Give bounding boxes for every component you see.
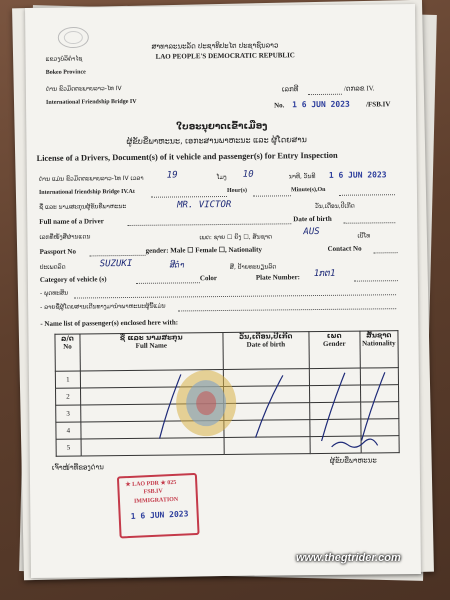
driver-name-lao: ຊື່ ແລະ ນາມສະກຸນຜູ້ຂັບຂີ່ພາຫະນະ xyxy=(39,203,127,211)
number-lao-label: ເລກທີ xyxy=(281,85,299,94)
driver-signature-label: ຜູ້ຂັບຂີ່ພາຫະນະ xyxy=(329,456,377,465)
table-row: 2 xyxy=(56,385,399,406)
nationality-value: AUS xyxy=(303,226,320,238)
driver-signature-icon xyxy=(330,436,380,451)
lao-emblem-icon xyxy=(55,25,91,49)
table-header-row xyxy=(55,331,398,372)
province-en: Bokeo Province xyxy=(45,69,86,76)
plate-label: Plate Number: xyxy=(255,273,301,282)
number-lao-suffix: /ດກລຂ IV. xyxy=(343,84,375,93)
table-row: 3 xyxy=(56,402,399,423)
min-lao: ໂມງ xyxy=(216,173,227,182)
bridge-lao: ດ່ານ ຂົວມິດຕະພາບລາວ-ໄທ IV xyxy=(45,85,122,93)
title-lao-2: ຜູ້ຂັບຂີ່ພາຫະນະ, ເອກະສານພາຫະນະ ແລະ ຜູ້ໂດຍສານ xyxy=(126,135,307,147)
plate-lao: ສີ, ປ້າຍທະບຽນລົດ xyxy=(229,263,277,271)
table-row: 4 xyxy=(56,419,399,440)
minute-label: Minute(s),On xyxy=(290,186,326,194)
officer-signature-label: ເຈົ້າໜ້າທີ່ຂອງດ່ານ xyxy=(51,463,104,472)
passport-lao: ເລກທີ່ໜັງສືຜ່ານແດນ xyxy=(39,233,91,241)
col-no: ລ/ດ No xyxy=(55,334,80,371)
gender-lao: ເພດ: ຊາຍ ☐ ຍິງ ☐, ສັນຊາດ xyxy=(199,233,273,242)
col-nationality: ສັນຊາດ Nationality xyxy=(359,331,398,368)
color-label: Color xyxy=(199,274,218,283)
entry-permit-document xyxy=(25,4,421,578)
arrival-date-stamp: 1 6 JUN 2023 xyxy=(328,170,387,180)
passenger-list-en: - Name list of passenger(s) enclosed here with: xyxy=(40,318,179,328)
plate-value: 1ກຕ1 xyxy=(313,268,336,280)
col-gender: ເພດ Gender xyxy=(309,331,360,369)
hour-label: Hour(s) xyxy=(226,187,247,194)
bridge-en: International Friendship Bridge IV xyxy=(45,98,137,106)
vehicle-type-lao: ປະເພດລົດ xyxy=(39,263,66,271)
goods-lao: - ພຸດທະສິນ xyxy=(39,289,69,297)
gender-label: gender: Male ☐ Female ☐, Nationality xyxy=(145,245,262,255)
full-name-label: Full name of a Driver xyxy=(39,217,104,226)
republic-en: LAO PEOPLE'S DEMOCRATIC REPUBLIC xyxy=(155,51,295,61)
arrival-en: International friendship Bridge IV.At xyxy=(38,188,135,196)
passenger-list-lao: - ລາຍຊື່ຜູ້ໂດຍສານເດີນທາງມານຳພາຫະນະຜູ້ນີ້ແມ່ນ xyxy=(40,302,166,311)
table-row: 1 xyxy=(55,368,398,389)
province-lao: ແຂວງບໍລິຄຳໄຊ xyxy=(45,55,83,63)
header-date-stamp: 1 6 JUN 2023 xyxy=(292,99,350,110)
dob-lao: ວັນ,ເດືອນ,ປີເກີດ xyxy=(315,202,355,211)
arrival-lao: ດ່ານ ແມ່ນ ຂົວມິດຕະພາບລາວ-ໄທ IV ເວລາ xyxy=(38,174,144,183)
contact-label: Contact No xyxy=(327,244,362,253)
col-full-name: ຊື່ ແລະ ນາມສະກຸນ Full Name xyxy=(80,333,223,371)
republic-lao: ສາທາລະນະລັດ ປະຊາທິປະໄຕ ປະຊາຊົນລາວ xyxy=(151,41,279,51)
passport-label: Passport No xyxy=(39,247,76,256)
no-label: No. xyxy=(274,101,285,110)
minute-value: 10 xyxy=(242,169,254,180)
table-row: 5 xyxy=(56,436,399,457)
vehicle-value: SUZUKI xyxy=(99,258,133,270)
title-en: License of a Drivers, Document(s) of it vehicle and passenger(s) for Entry Inspection xyxy=(36,150,338,163)
title-lao-1: ໃບອະນຸຍາດເຂົ້າເມືອງ xyxy=(176,121,268,133)
immigration-stamp: ★ LAO PDR ★ 025 FSB.IV IMMIGRATION 1 6 JUN 2023 xyxy=(117,473,200,539)
driver-name-value: MR. VICTOR xyxy=(177,199,232,211)
col-dob: ວັນ,ເດືອນ,ປີເກີດ Date of birth xyxy=(223,332,310,370)
hour-value: 19 xyxy=(166,170,178,181)
stamp-date: 1 6 JUN 2023 xyxy=(130,509,189,521)
watermark: www.thegtrider.com xyxy=(296,552,401,564)
official-seal-icon xyxy=(173,368,240,439)
no-suffix: /FSB.IV xyxy=(366,100,391,109)
color-value: ສີດຳ xyxy=(169,260,185,270)
dob-label: Date of birth xyxy=(293,214,332,224)
category-label: Category of vehicle (s) xyxy=(39,275,107,284)
date-lao: ນາທີ, ວັນທີ xyxy=(288,173,316,181)
contact-lao: ເບີໂທ xyxy=(357,232,371,240)
